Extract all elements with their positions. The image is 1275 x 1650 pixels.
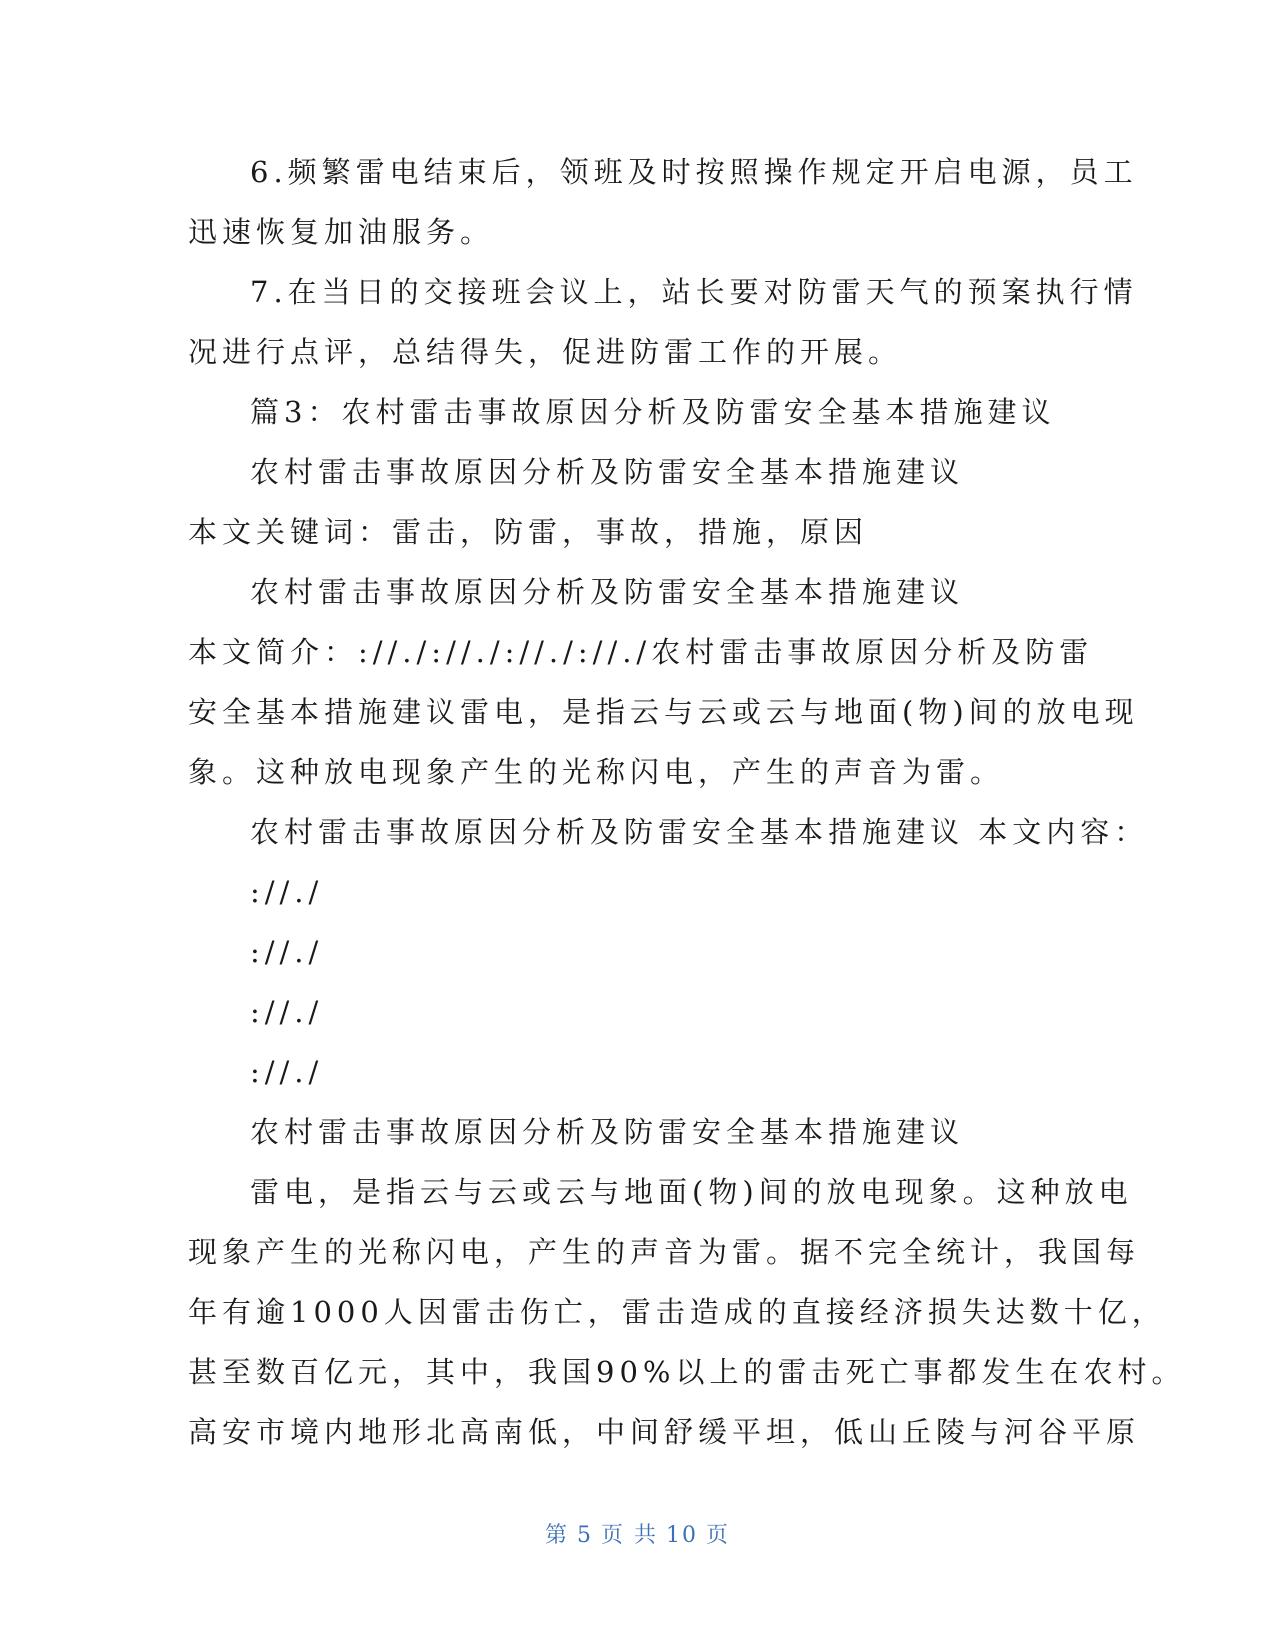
paragraph-line: 现象产生的光称闪电，产生的声音为雷。据不完全统计，我国每: [188, 1235, 1141, 1269]
article-title: 农村雷击事故原因分析及防雷安全基本措施建议: [250, 575, 965, 609]
paragraph-line: 年有逾1000人因雷击伤亡，雷击造成的直接经济损失达数十亿，: [188, 1295, 1166, 1329]
paragraph-line: 雷电，是指云与云或云与地面(物)间的放电现象。这种放电: [250, 1175, 1133, 1209]
article-title: 农村雷击事故原因分析及防雷安全基本措施建议: [250, 455, 965, 489]
summary-line: 安全基本措施建议雷电，是指云与云或云与地面(物)间的放电现: [188, 695, 1139, 729]
document-body: [188, 142, 1186, 1462]
link-placeholder: ://./: [250, 875, 324, 909]
content-header: 农村雷击事故原因分析及防雷安全基本措施建议 本文内容：: [250, 815, 1149, 849]
page-footer: [0, 1518, 1275, 1549]
link-placeholder: ://./: [250, 1055, 324, 1089]
paragraph-line: 迅速恢复加油服务。: [188, 215, 495, 249]
section-heading: 篇3：农村雷击事故原因分析及防雷安全基本措施建议: [250, 395, 1056, 429]
summary-line: 象。这种放电现象产生的光称闪电，产生的声音为雷。: [188, 755, 1005, 789]
paragraph-line: 6.频繁雷电结束后，领班及时按照操作规定开启电源，员工: [250, 155, 1138, 189]
paragraph-line: 7.在当日的交接班会议上，站长要对防雷天气的预案执行情: [250, 275, 1138, 309]
article-title: 农村雷击事故原因分析及防雷安全基本措施建议: [250, 1115, 965, 1149]
footer-middle: 页 共: [601, 1523, 658, 1548]
link-placeholder: ://./: [250, 935, 324, 969]
paragraph-line: 况进行点评，总结得失，促进防雷工作的开展。: [188, 335, 903, 369]
paragraph-line: 甚至数百亿元，其中，我国90%以上的雷击死亡事都发生在农村。: [188, 1355, 1186, 1389]
footer-prefix: 第: [544, 1523, 569, 1548]
footer-suffix: 页: [706, 1523, 731, 1548]
link-placeholder: ://./: [250, 995, 324, 1029]
current-page-number: 5: [577, 1523, 593, 1548]
total-page-count: 10: [666, 1523, 698, 1548]
keywords-line: 本文关键词：雷击，防雷，事故，措施，原因: [188, 515, 869, 549]
summary-line: 本文简介：://./://./://./://./农村雷击事故原因分析及防雷: [188, 635, 1094, 669]
paragraph-line: 高安市境内地形北高南低，中间舒缓平坦，低山丘陵与河谷平原: [188, 1415, 1141, 1449]
